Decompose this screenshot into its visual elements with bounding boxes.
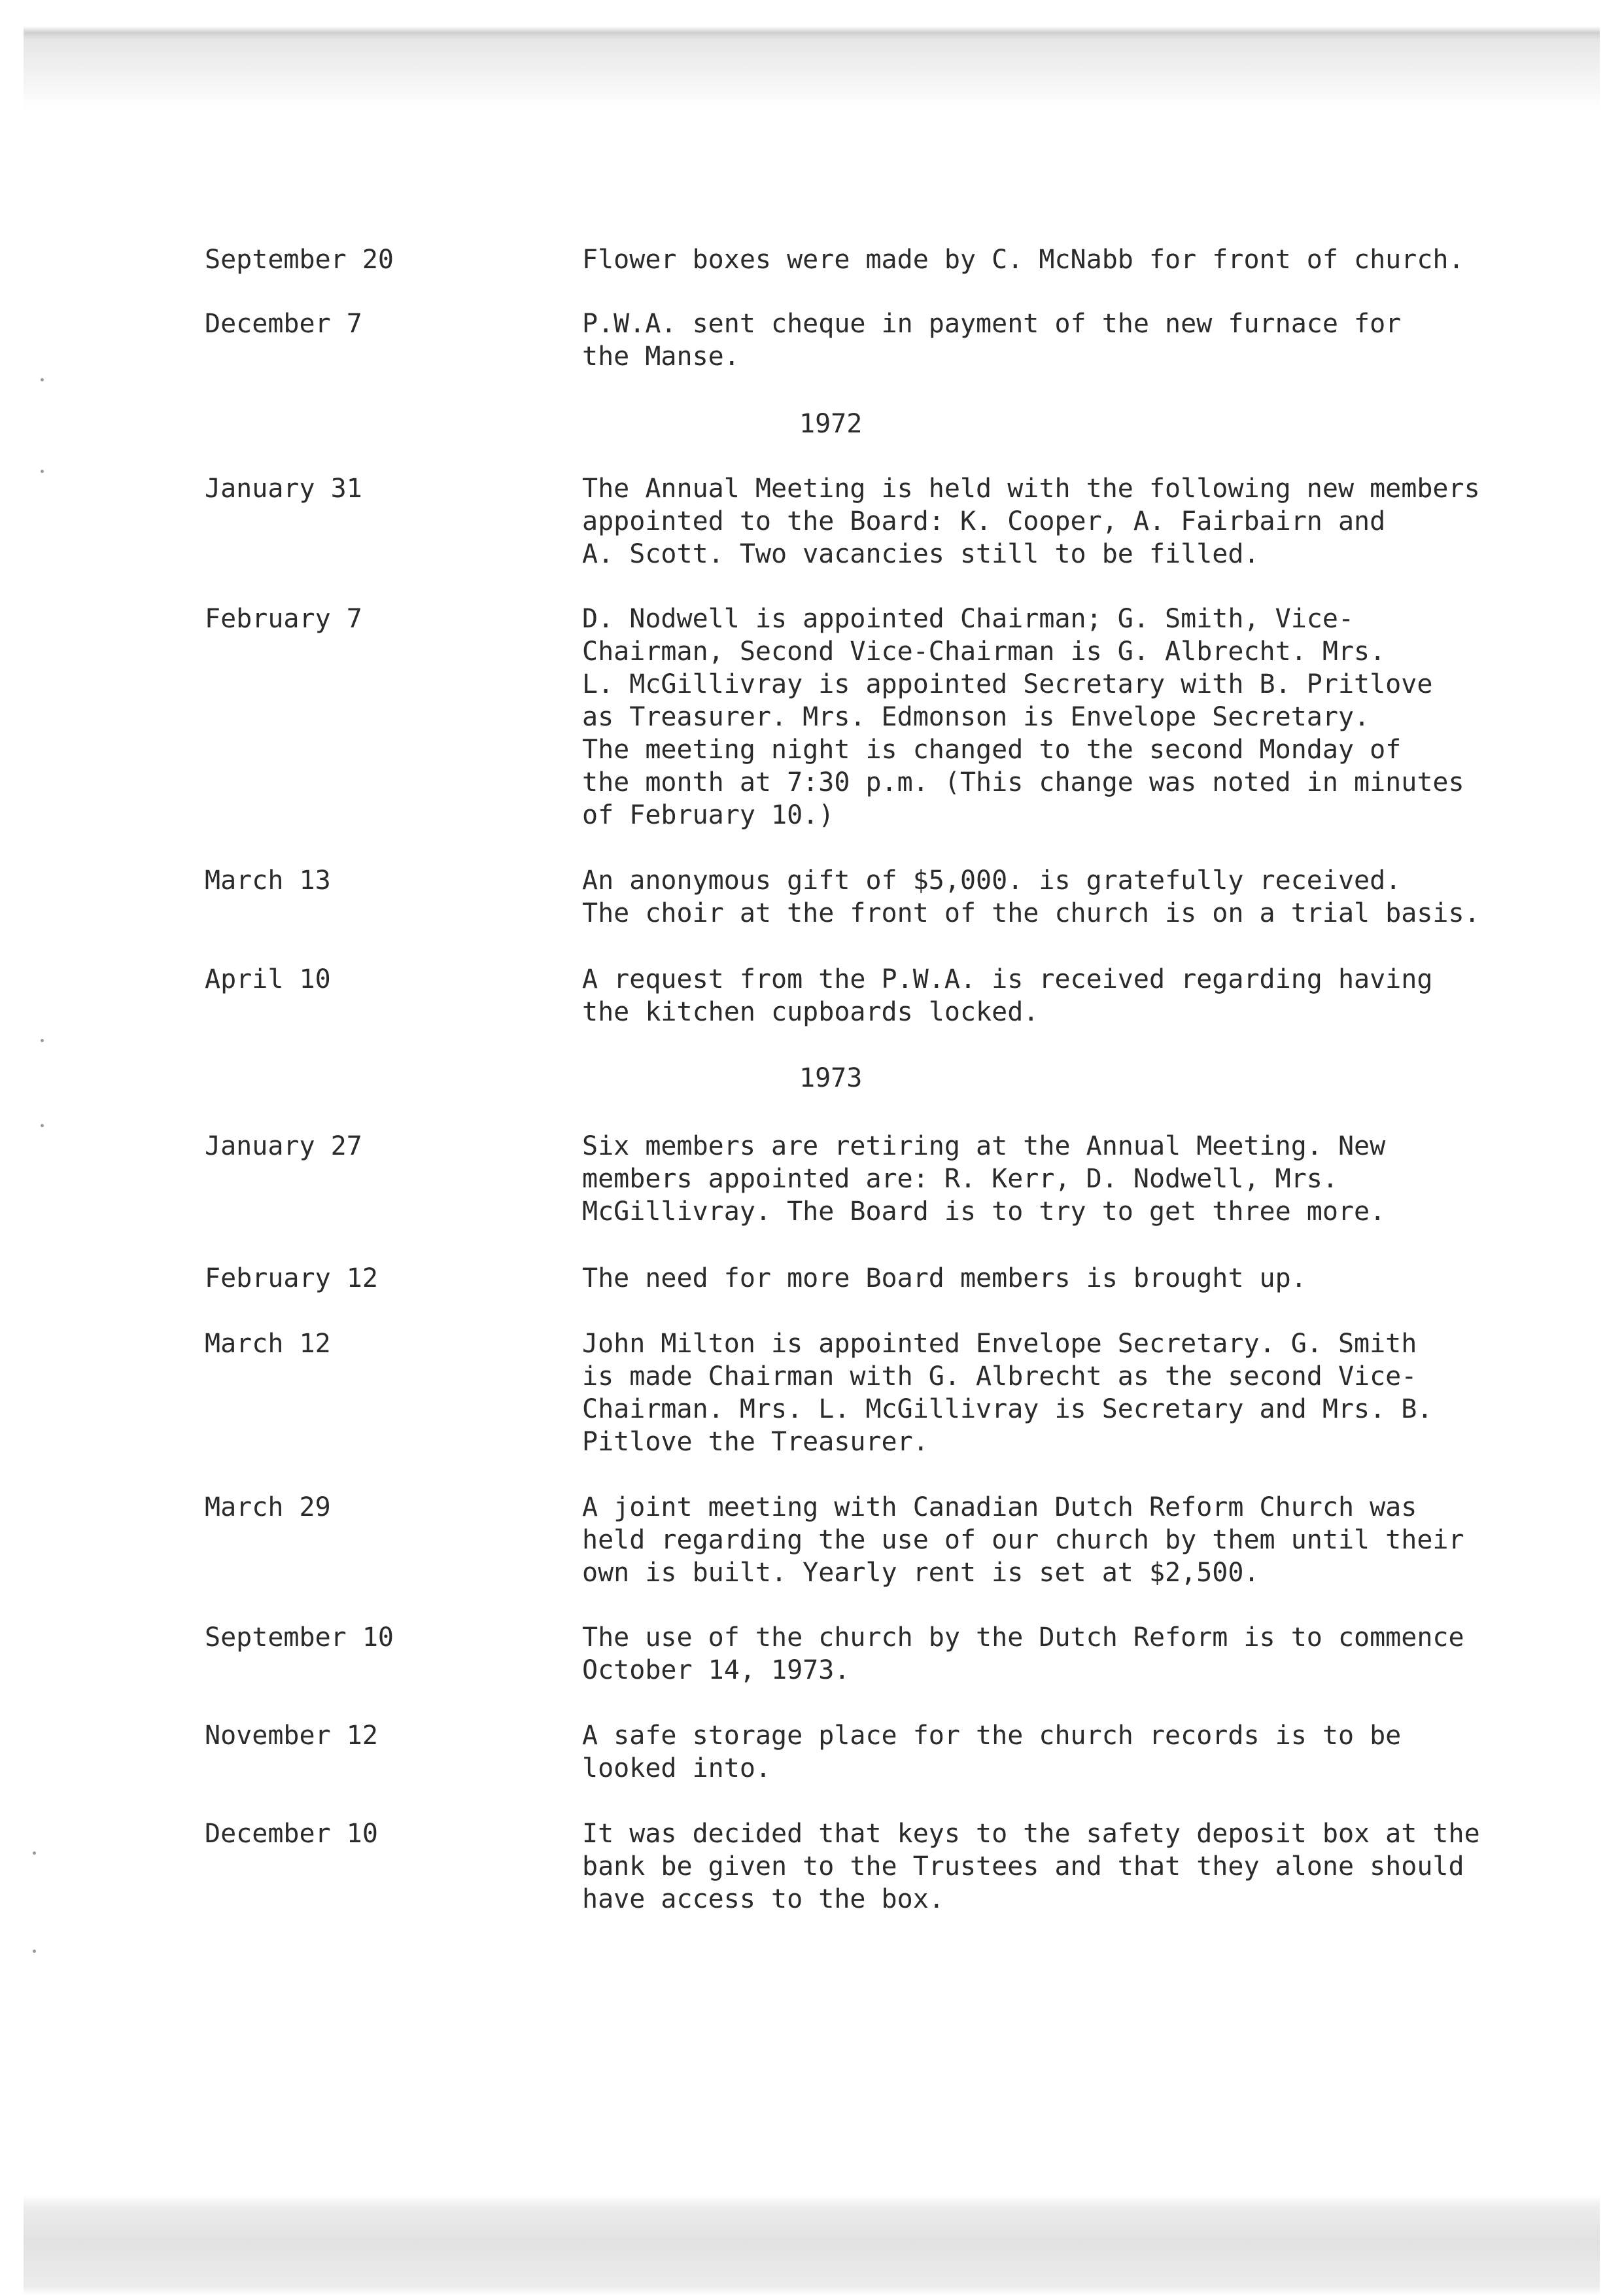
entry-date: March 29 <box>205 1492 331 1522</box>
entry-text: Flower boxes were made by C. McNabb for front of church. <box>582 245 1464 275</box>
year-heading: 1972 <box>799 409 863 439</box>
entry-text: It was decided that keys to the safety deposit box at the bank be given to the Trustees and that they alone should have access to the box. <box>582 1819 1480 1914</box>
entry-date: November 12 <box>205 1721 378 1751</box>
entry-date: December 7 <box>205 309 362 339</box>
entry-text: The Annual Meeting is held with the following new members appointed to the Board: K. Cooper, A. Fairbairn and A. Scott. Two vacancies still to be filled. <box>582 474 1480 569</box>
entry-date: February 7 <box>205 604 362 634</box>
entry-text: P.W.A. sent cheque in payment of the new furnace for the Manse. <box>582 309 1402 372</box>
entry-text: A safe storage place for the church records is to be looked into. <box>582 1721 1402 1783</box>
entry-text: The use of the church by the Dutch Reform is to commence October 14, 1973. <box>582 1622 1464 1685</box>
entry-text: Six members are retiring at the Annual Meeting. New members appointed are: R. Kerr, D. Nodwell, Mrs. McGillivray. The Board is to try to get three more. <box>582 1131 1386 1227</box>
entry-text: John Milton is appointed Envelope Secretary. G. Smith is made Chairman with G. Albrecht as the second Vice- Chairman. Mrs. L. McGillivray is Secretary and Mrs. B. Pitlove the Treasurer. <box>582 1329 1433 1457</box>
entry-text: An anonymous gift of $5,000. is gratefully received. The choir at the front of the church is on a trial basis. <box>582 866 1480 928</box>
year-heading: 1973 <box>799 1063 863 1093</box>
entry-date: September 10 <box>205 1622 394 1653</box>
entry-date: March 12 <box>205 1329 331 1359</box>
entry-date: February 12 <box>205 1263 378 1293</box>
entry-text: D. Nodwell is appointed Chairman; G. Smith, Vice- Chairman, Second Vice-Chairman is G. Albrecht. Mrs. L. McGillivray is appointed Secretary with B. Pritlove as Treasurer. Mrs. Edmonson is Envelope Secretary. The meeting night is changed to the second Monday of the month at 7:30 p.m. (This change was noted in minutes of February 10.) <box>582 604 1464 830</box>
entry-date: September 20 <box>205 245 394 275</box>
entry-date: January 31 <box>205 474 362 504</box>
entry-date: December 10 <box>205 1819 378 1849</box>
entry-date: March 13 <box>205 866 331 896</box>
entry-text: A joint meeting with Canadian Dutch Reform Church was held regarding the use of our church by them until their own is built. Yearly rent is set at $2,500. <box>582 1492 1464 1588</box>
entry-date: April 10 <box>205 964 331 994</box>
entry-text: A request from the P.W.A. is received regarding having the kitchen cupboards locked. <box>582 964 1433 1027</box>
entry-date: January 27 <box>205 1131 362 1161</box>
entry-text: The need for more Board members is brought up. <box>582 1263 1307 1293</box>
